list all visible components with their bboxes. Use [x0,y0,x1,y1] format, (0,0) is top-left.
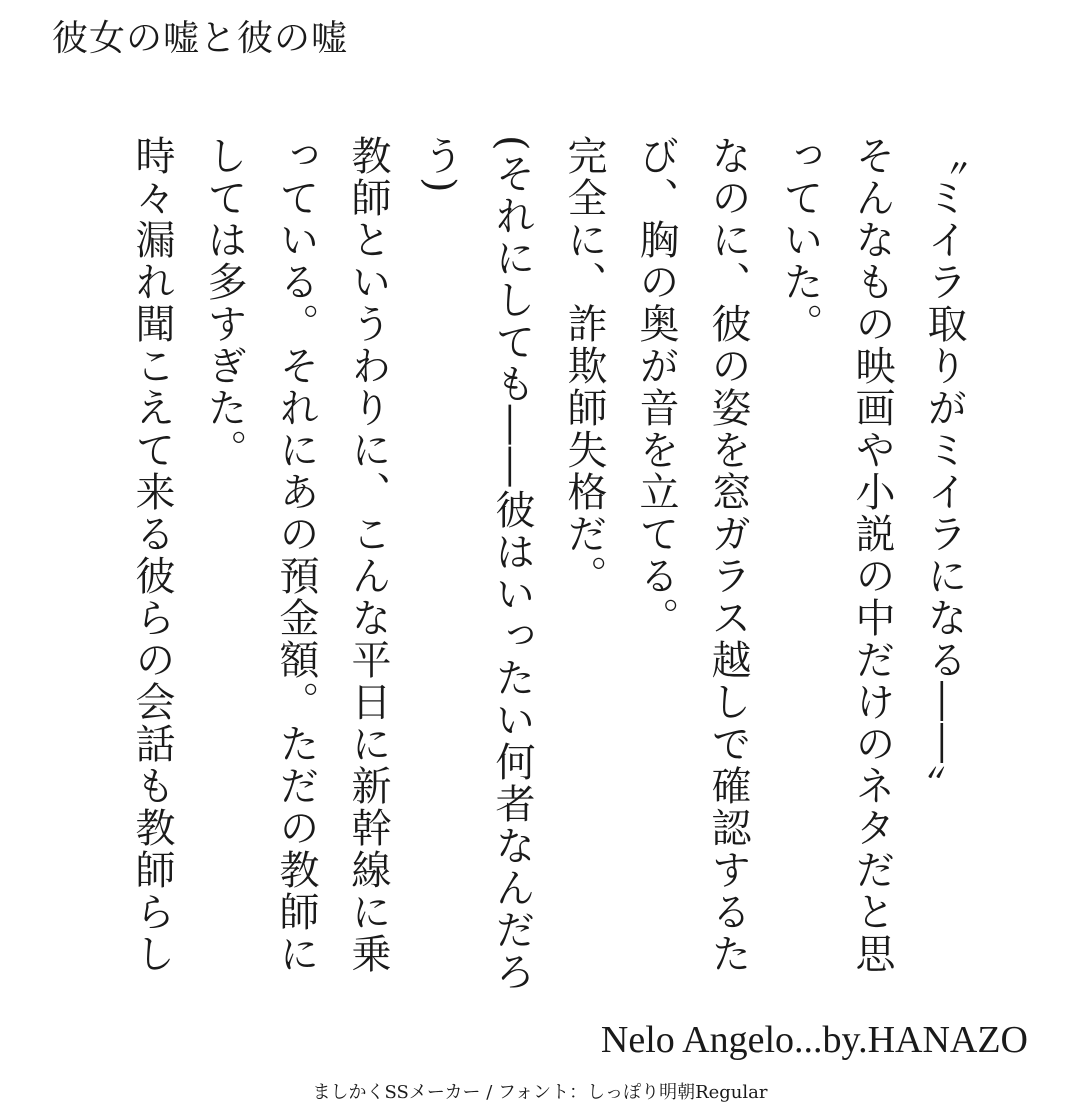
paragraph: 教師というわりに、こんな平日に新幹線に乗っている。それにあの預金額。ただの教師にしては多すぎた。 [201,135,391,975]
paragraph: なのに、彼の姿を窓ガラス越しで確認するたび、胸の奥が音を立てる。 [633,135,751,975]
author-credit: Nelo Angelo...by.HANAZO [600,1019,1028,1061]
paragraph: 〝ミイラ取りがミイラになる――〟 [921,135,967,807]
story-body [129,135,980,995]
paragraph: (それにしても――彼はいったい何者なんだろう) [417,135,535,993]
page-title: 彼女の嘘と彼の嘘 [52,18,349,59]
paragraph: 完全に、詐欺師失格だ。 [561,135,607,597]
paragraph: 時々漏れ聞こえて来る彼らの会話も教師らし [129,135,175,975]
footer-credit: ましかくSSメーカー / フォント：しっぽり明朝Regular [312,1082,768,1103]
paragraph: そんなもの映画や小説の中だけのネタだと思っていた。 [777,135,895,975]
